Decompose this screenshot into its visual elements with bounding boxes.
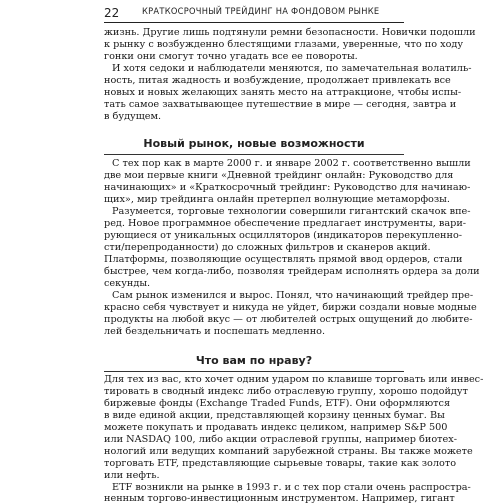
text-line: жизнь. Другие лишь подтянули ремни безопасности. Новички подошли	[104, 27, 476, 38]
text-line: в виде единой акции, представляющей корзину ценных бумаг. Вы	[104, 410, 445, 421]
text-line: красно себя чувствует и никуда не уйдет, биржи создали новые модные	[104, 302, 477, 313]
text-line: щих», мир трейдинга онлайн претерпел волнующие метаморфозы.	[104, 194, 450, 205]
text-line: Сам рынок изменился и вырос. Понял, что начинающий трейдер пре-	[112, 290, 474, 301]
text-line: ред. Новое программное обеспечение предлагает инструменты, вари-	[104, 218, 467, 229]
text-line: ность, питая жадность и возбуждение, продолжает привлекать все	[104, 75, 451, 86]
text-line: ETF возникли на рынке в 1993 г. и с тех пор стали очень распростра-	[112, 482, 471, 493]
text-line: новых и новых желающих занять место на аттракционе, чтобы испы-	[104, 87, 462, 98]
text-line: Разумеется, торговые технологии совершили гигантский скачок впе-	[112, 206, 471, 217]
text-line: лей бездельничать и поспешать медленно.	[104, 326, 326, 337]
text-line: быстрее, чем когда-либо, позволяя трейдерам исполнять ордера за доли	[104, 266, 480, 277]
text-line: гонки они смогут точно угадать все ее повороты.	[104, 51, 358, 62]
page-number: 22	[104, 6, 120, 20]
text-line: начинающих» и «Краткосрочный трейдинг: Руководство для начинаю-	[104, 182, 471, 193]
text-line: две мои первые книги «Дневной трейдинг онлайн: Руководство для	[104, 170, 454, 181]
text-line: тать самое захватывающее путешествие в мире — сегодня, завтра и	[104, 99, 457, 110]
text-line: к рынку с возбужденно блестящими глазами, уверенные, что по ходу	[104, 39, 464, 50]
section-heading: Что вам по нраву?	[195, 354, 313, 367]
text-line: в будущем.	[104, 111, 162, 122]
text-line: можете покупать и продавать индекс целиком, например S&P 500	[104, 422, 448, 433]
text-line: С тех пор как в марте 2000 г. и январе 2002 г. соответственно вышли	[112, 158, 471, 169]
text-line: или нефть.	[104, 470, 160, 481]
text-line: Платформы, позволяющие осуществлять прямой ввод ордеров, стали	[104, 254, 463, 265]
text-line: торговать ETF, представляющие сырьевые товары, такие как золото	[104, 458, 457, 469]
text-line: рующиеся от уникальных осцилляторов (индикаторов перекупленно-	[104, 230, 463, 241]
page-header	[104, 6, 404, 20]
text-line: ненным торгово-инвестиционным инструментом. Например, гигант	[104, 493, 455, 504]
text-line: продукты на любой вкус — от любителей острых ощущений до любите-	[104, 314, 473, 325]
text-line: Для тех из вас, кто хочет одним ударом по клавише торговать или инвес-	[104, 374, 484, 385]
text-line: И хотя седоки и наблюдатели меняются, по замечательная волатиль-	[112, 63, 472, 74]
running-title: КРАТКОСРОЧНЫЙ ТРЕЙДИНГ НА ФОНДОВОМ РЫНКЕ	[142, 7, 380, 17]
text-line: нологий или ведущих компаний зарубежной страны. Вы также можете	[104, 446, 473, 457]
text-line: тировать в сводный индекс либо отраслевую группу, хорошо подойдут	[104, 386, 468, 397]
section-divider	[104, 154, 404, 155]
section-heading: Новый рынок, новые возможности	[143, 137, 365, 150]
section-divider	[104, 371, 404, 372]
text-line: или NASDAQ 100, либо акции отраслевой группы, например биотех-	[104, 434, 458, 445]
text-line: секунды.	[104, 278, 151, 289]
text-line: сти/перепроданности) до сложных фильтров и сканеров акций.	[104, 242, 431, 253]
header-divider	[104, 22, 404, 23]
text-line: биржевые фонды (Exchange Traded Funds, ETF). Они оформляются	[104, 398, 451, 409]
